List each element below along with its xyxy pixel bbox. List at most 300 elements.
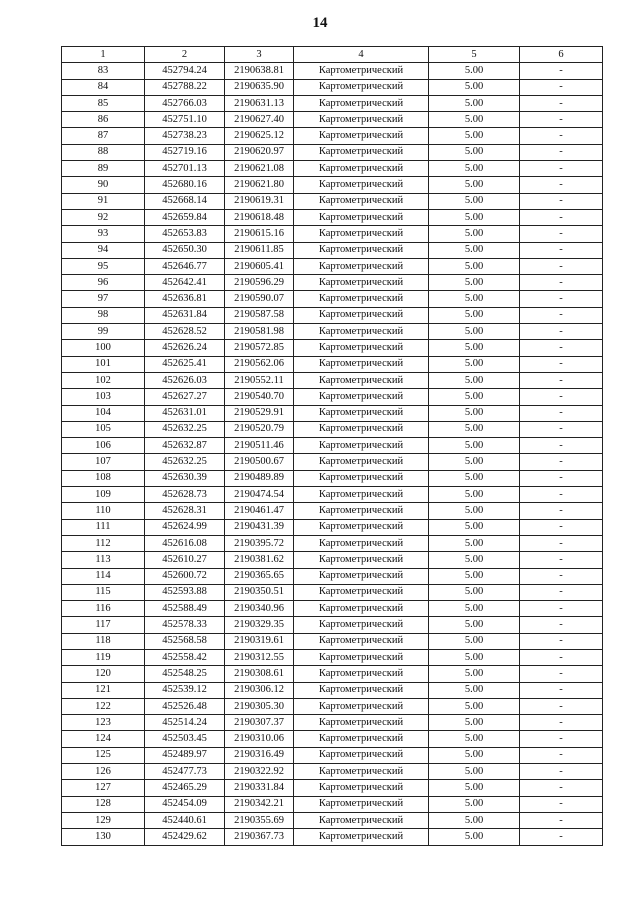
point-number-cell: 85 [62, 95, 145, 111]
accuracy-cell: 5.00 [429, 63, 520, 79]
accuracy-cell: 5.00 [429, 454, 520, 470]
note-cell: - [520, 63, 603, 79]
point-number-cell: 93 [62, 226, 145, 242]
y-coordinate-cell: 2190355.69 [225, 812, 294, 828]
table-row [62, 649, 603, 665]
note-cell: - [520, 747, 603, 763]
table-row [62, 552, 603, 568]
method-cell: Картометрический [294, 552, 429, 568]
point-number-cell: 129 [62, 812, 145, 828]
note-cell: - [520, 568, 603, 584]
y-coordinate-cell: 2190587.58 [225, 307, 294, 323]
method-cell: Картометрический [294, 112, 429, 128]
y-coordinate-cell: 2190631.13 [225, 95, 294, 111]
accuracy-cell: 5.00 [429, 340, 520, 356]
point-number-cell: 90 [62, 177, 145, 193]
table-row [62, 829, 603, 845]
point-number-cell: 98 [62, 307, 145, 323]
x-coordinate-cell: 452627.27 [145, 389, 225, 405]
table-row [62, 731, 603, 747]
accuracy-cell: 5.00 [429, 812, 520, 828]
x-coordinate-cell: 452626.03 [145, 372, 225, 388]
method-cell: Картометрический [294, 275, 429, 291]
method-cell: Картометрический [294, 796, 429, 812]
x-coordinate-cell: 452659.84 [145, 209, 225, 225]
page-number: 14 [312, 15, 328, 31]
x-coordinate-cell: 452630.39 [145, 470, 225, 486]
accuracy-cell: 5.00 [429, 617, 520, 633]
table-row [62, 372, 603, 388]
note-cell: - [520, 112, 603, 128]
point-number-cell: 119 [62, 649, 145, 665]
y-coordinate-cell: 2190621.80 [225, 177, 294, 193]
x-coordinate-cell: 452600.72 [145, 568, 225, 584]
accuracy-cell: 5.00 [429, 535, 520, 551]
accuracy-cell: 5.00 [429, 731, 520, 747]
table-row [62, 63, 603, 79]
accuracy-cell: 5.00 [429, 291, 520, 307]
note-cell: - [520, 470, 603, 486]
column-header-6: 6 [520, 47, 603, 63]
accuracy-cell: 5.00 [429, 161, 520, 177]
note-cell: - [520, 258, 603, 274]
point-number-cell: 118 [62, 633, 145, 649]
table-row [62, 258, 603, 274]
accuracy-cell: 5.00 [429, 682, 520, 698]
method-cell: Картометрический [294, 503, 429, 519]
note-cell: - [520, 95, 603, 111]
method-cell: Картометрический [294, 340, 429, 356]
point-number-cell: 112 [62, 535, 145, 551]
method-cell: Картометрический [294, 568, 429, 584]
point-number-cell: 114 [62, 568, 145, 584]
table-row [62, 780, 603, 796]
note-cell: - [520, 812, 603, 828]
point-number-cell: 116 [62, 601, 145, 617]
y-coordinate-cell: 2190611.85 [225, 242, 294, 258]
accuracy-cell: 5.00 [429, 601, 520, 617]
method-cell: Картометрический [294, 63, 429, 79]
table-row [62, 633, 603, 649]
y-coordinate-cell: 2190562.06 [225, 356, 294, 372]
accuracy-cell: 5.00 [429, 503, 520, 519]
column-header-5: 5 [429, 47, 520, 63]
accuracy-cell: 5.00 [429, 552, 520, 568]
note-cell: - [520, 307, 603, 323]
point-number-cell: 113 [62, 552, 145, 568]
table-row [62, 242, 603, 258]
point-number-cell: 126 [62, 764, 145, 780]
point-number-cell: 104 [62, 405, 145, 421]
table-row [62, 307, 603, 323]
note-cell: - [520, 421, 603, 437]
table-row [62, 666, 603, 682]
note-cell: - [520, 731, 603, 747]
method-cell: Картометрический [294, 389, 429, 405]
y-coordinate-cell: 2190500.67 [225, 454, 294, 470]
note-cell: - [520, 666, 603, 682]
x-coordinate-cell: 452788.22 [145, 79, 225, 95]
note-cell: - [520, 764, 603, 780]
table-row [62, 715, 603, 731]
method-cell: Картометрический [294, 291, 429, 307]
table-row [62, 389, 603, 405]
accuracy-cell: 5.00 [429, 128, 520, 144]
method-cell: Картометрический [294, 535, 429, 551]
accuracy-cell: 5.00 [429, 356, 520, 372]
x-coordinate-cell: 452628.52 [145, 324, 225, 340]
x-coordinate-cell: 452628.73 [145, 487, 225, 503]
y-coordinate-cell: 2190618.48 [225, 209, 294, 225]
note-cell: - [520, 617, 603, 633]
note-cell: - [520, 503, 603, 519]
table-row [62, 128, 603, 144]
method-cell: Картометрический [294, 633, 429, 649]
x-coordinate-cell: 452477.73 [145, 764, 225, 780]
point-number-cell: 109 [62, 487, 145, 503]
accuracy-cell: 5.00 [429, 666, 520, 682]
method-cell: Картометрический [294, 307, 429, 323]
accuracy-cell: 5.00 [429, 715, 520, 731]
point-number-cell: 127 [62, 780, 145, 796]
accuracy-cell: 5.00 [429, 389, 520, 405]
note-cell: - [520, 698, 603, 714]
note-cell: - [520, 715, 603, 731]
note-cell: - [520, 128, 603, 144]
method-cell: Картометрический [294, 780, 429, 796]
accuracy-cell: 5.00 [429, 698, 520, 714]
method-cell: Картометрический [294, 421, 429, 437]
y-coordinate-cell: 2190305.30 [225, 698, 294, 714]
method-cell: Картометрический [294, 193, 429, 209]
point-number-cell: 122 [62, 698, 145, 714]
x-coordinate-cell: 452751.10 [145, 112, 225, 128]
method-cell: Картометрический [294, 128, 429, 144]
x-coordinate-cell: 452440.61 [145, 812, 225, 828]
method-cell: Картометрический [294, 601, 429, 617]
x-coordinate-cell: 452588.49 [145, 601, 225, 617]
note-cell: - [520, 79, 603, 95]
table-row [62, 209, 603, 225]
point-number-cell: 120 [62, 666, 145, 682]
x-coordinate-cell: 452616.08 [145, 535, 225, 551]
table-row [62, 144, 603, 160]
table-row [62, 405, 603, 421]
method-cell: Картометрический [294, 242, 429, 258]
y-coordinate-cell: 2190312.55 [225, 649, 294, 665]
method-cell: Картометрический [294, 666, 429, 682]
method-cell: Картометрический [294, 356, 429, 372]
note-cell: - [520, 519, 603, 535]
x-coordinate-cell: 452650.30 [145, 242, 225, 258]
accuracy-cell: 5.00 [429, 79, 520, 95]
x-coordinate-cell: 452593.88 [145, 584, 225, 600]
x-coordinate-cell: 452794.24 [145, 63, 225, 79]
accuracy-cell: 5.00 [429, 796, 520, 812]
method-cell: Картометрический [294, 584, 429, 600]
x-coordinate-cell: 452766.03 [145, 95, 225, 111]
note-cell: - [520, 601, 603, 617]
accuracy-cell: 5.00 [429, 209, 520, 225]
x-coordinate-cell: 452503.45 [145, 731, 225, 747]
x-coordinate-cell: 452631.84 [145, 307, 225, 323]
y-coordinate-cell: 2190319.61 [225, 633, 294, 649]
point-number-cell: 105 [62, 421, 145, 437]
point-number-cell: 101 [62, 356, 145, 372]
note-cell: - [520, 324, 603, 340]
accuracy-cell: 5.00 [429, 568, 520, 584]
method-cell: Картометрический [294, 438, 429, 454]
column-header-2: 2 [145, 47, 225, 63]
table-row [62, 421, 603, 437]
x-coordinate-cell: 452558.42 [145, 649, 225, 665]
method-cell: Картометрический [294, 519, 429, 535]
method-cell: Картометрический [294, 209, 429, 225]
y-coordinate-cell: 2190621.08 [225, 161, 294, 177]
method-cell: Картометрический [294, 715, 429, 731]
table-row [62, 356, 603, 372]
x-coordinate-cell: 452632.87 [145, 438, 225, 454]
y-coordinate-cell: 2190381.62 [225, 552, 294, 568]
point-number-cell: 110 [62, 503, 145, 519]
column-header-3: 3 [225, 47, 294, 63]
table-row [62, 340, 603, 356]
method-cell: Картометрический [294, 747, 429, 763]
y-coordinate-cell: 2190590.07 [225, 291, 294, 307]
note-cell: - [520, 682, 603, 698]
table-row [62, 812, 603, 828]
note-cell: - [520, 649, 603, 665]
point-number-cell: 128 [62, 796, 145, 812]
table-row [62, 503, 603, 519]
note-cell: - [520, 177, 603, 193]
accuracy-cell: 5.00 [429, 405, 520, 421]
y-coordinate-cell: 2190308.61 [225, 666, 294, 682]
accuracy-cell: 5.00 [429, 780, 520, 796]
point-number-cell: 83 [62, 63, 145, 79]
point-number-cell: 102 [62, 372, 145, 388]
table-row [62, 698, 603, 714]
y-coordinate-cell: 2190350.51 [225, 584, 294, 600]
table-row [62, 747, 603, 763]
x-coordinate-cell: 452578.33 [145, 617, 225, 633]
table-row [62, 682, 603, 698]
method-cell: Картометрический [294, 649, 429, 665]
header-row [62, 47, 603, 63]
method-cell: Картометрический [294, 812, 429, 828]
point-number-cell: 117 [62, 617, 145, 633]
table-row [62, 95, 603, 111]
method-cell: Картометрический [294, 95, 429, 111]
note-cell: - [520, 356, 603, 372]
point-number-cell: 115 [62, 584, 145, 600]
column-header-1: 1 [62, 47, 145, 63]
method-cell: Картометрический [294, 372, 429, 388]
table-row [62, 601, 603, 617]
accuracy-cell: 5.00 [429, 421, 520, 437]
method-cell: Картометрический [294, 487, 429, 503]
point-number-cell: 106 [62, 438, 145, 454]
point-number-cell: 99 [62, 324, 145, 340]
table-row [62, 796, 603, 812]
point-number-cell: 97 [62, 291, 145, 307]
point-number-cell: 123 [62, 715, 145, 731]
table-row [62, 454, 603, 470]
note-cell: - [520, 340, 603, 356]
table-row [62, 764, 603, 780]
point-number-cell: 108 [62, 470, 145, 486]
accuracy-cell: 5.00 [429, 747, 520, 763]
point-number-cell: 84 [62, 79, 145, 95]
method-cell: Картометрический [294, 226, 429, 242]
x-coordinate-cell: 452489.97 [145, 747, 225, 763]
y-coordinate-cell: 2190365.65 [225, 568, 294, 584]
accuracy-cell: 5.00 [429, 242, 520, 258]
point-number-cell: 89 [62, 161, 145, 177]
y-coordinate-cell: 2190596.29 [225, 275, 294, 291]
accuracy-cell: 5.00 [429, 193, 520, 209]
note-cell: - [520, 796, 603, 812]
method-cell: Картометрический [294, 764, 429, 780]
note-cell: - [520, 291, 603, 307]
y-coordinate-cell: 2190307.37 [225, 715, 294, 731]
method-cell: Картометрический [294, 470, 429, 486]
accuracy-cell: 5.00 [429, 226, 520, 242]
y-coordinate-cell: 2190627.40 [225, 112, 294, 128]
accuracy-cell: 5.00 [429, 307, 520, 323]
note-cell: - [520, 552, 603, 568]
y-coordinate-cell: 2190581.98 [225, 324, 294, 340]
accuracy-cell: 5.00 [429, 258, 520, 274]
y-coordinate-cell: 2190322.92 [225, 764, 294, 780]
accuracy-cell: 5.00 [429, 519, 520, 535]
x-coordinate-cell: 452454.09 [145, 796, 225, 812]
x-coordinate-cell: 452701.13 [145, 161, 225, 177]
x-coordinate-cell: 452631.01 [145, 405, 225, 421]
method-cell: Картометрический [294, 177, 429, 193]
x-coordinate-cell: 452526.48 [145, 698, 225, 714]
point-number-cell: 100 [62, 340, 145, 356]
x-coordinate-cell: 452738.23 [145, 128, 225, 144]
x-coordinate-cell: 452680.16 [145, 177, 225, 193]
point-number-cell: 92 [62, 209, 145, 225]
point-number-cell: 95 [62, 258, 145, 274]
accuracy-cell: 5.00 [429, 633, 520, 649]
x-coordinate-cell: 452626.24 [145, 340, 225, 356]
x-coordinate-cell: 452628.31 [145, 503, 225, 519]
table-row [62, 161, 603, 177]
method-cell: Картометрический [294, 698, 429, 714]
note-cell: - [520, 780, 603, 796]
y-coordinate-cell: 2190489.89 [225, 470, 294, 486]
table-row [62, 291, 603, 307]
y-coordinate-cell: 2190572.85 [225, 340, 294, 356]
table-row [62, 193, 603, 209]
method-cell: Картометрический [294, 454, 429, 470]
method-cell: Картометрический [294, 161, 429, 177]
y-coordinate-cell: 2190552.11 [225, 372, 294, 388]
point-number-cell: 107 [62, 454, 145, 470]
y-coordinate-cell: 2190329.35 [225, 617, 294, 633]
note-cell: - [520, 535, 603, 551]
y-coordinate-cell: 2190474.54 [225, 487, 294, 503]
x-coordinate-cell: 452429.62 [145, 829, 225, 845]
note-cell: - [520, 487, 603, 503]
x-coordinate-cell: 452642.41 [145, 275, 225, 291]
table-row [62, 112, 603, 128]
y-coordinate-cell: 2190367.73 [225, 829, 294, 845]
y-coordinate-cell: 2190310.06 [225, 731, 294, 747]
accuracy-cell: 5.00 [429, 95, 520, 111]
method-cell: Картометрический [294, 324, 429, 340]
note-cell: - [520, 389, 603, 405]
x-coordinate-cell: 452625.41 [145, 356, 225, 372]
accuracy-cell: 5.00 [429, 112, 520, 128]
method-cell: Картометрический [294, 617, 429, 633]
point-number-cell: 94 [62, 242, 145, 258]
method-cell: Картометрический [294, 144, 429, 160]
note-cell: - [520, 372, 603, 388]
accuracy-cell: 5.00 [429, 764, 520, 780]
accuracy-cell: 5.00 [429, 438, 520, 454]
table-row [62, 487, 603, 503]
table-row [62, 584, 603, 600]
note-cell: - [520, 633, 603, 649]
y-coordinate-cell: 2190605.41 [225, 258, 294, 274]
x-coordinate-cell: 452465.29 [145, 780, 225, 796]
note-cell: - [520, 275, 603, 291]
accuracy-cell: 5.00 [429, 487, 520, 503]
x-coordinate-cell: 452719.16 [145, 144, 225, 160]
table-row [62, 275, 603, 291]
accuracy-cell: 5.00 [429, 324, 520, 340]
y-coordinate-cell: 2190342.21 [225, 796, 294, 812]
coordinates-table [61, 46, 603, 846]
y-coordinate-cell: 2190306.12 [225, 682, 294, 698]
y-coordinate-cell: 2190635.90 [225, 79, 294, 95]
accuracy-cell: 5.00 [429, 584, 520, 600]
column-header-4: 4 [294, 47, 429, 63]
x-coordinate-cell: 452668.14 [145, 193, 225, 209]
point-number-cell: 86 [62, 112, 145, 128]
y-coordinate-cell: 2190461.47 [225, 503, 294, 519]
table-row [62, 324, 603, 340]
x-coordinate-cell: 452646.77 [145, 258, 225, 274]
table-row [62, 470, 603, 486]
accuracy-cell: 5.00 [429, 829, 520, 845]
x-coordinate-cell: 452624.99 [145, 519, 225, 535]
y-coordinate-cell: 2190619.31 [225, 193, 294, 209]
note-cell: - [520, 193, 603, 209]
method-cell: Картометрический [294, 731, 429, 747]
x-coordinate-cell: 452568.58 [145, 633, 225, 649]
point-number-cell: 87 [62, 128, 145, 144]
x-coordinate-cell: 452632.25 [145, 421, 225, 437]
method-cell: Картометрический [294, 258, 429, 274]
x-coordinate-cell: 452632.25 [145, 454, 225, 470]
y-coordinate-cell: 2190638.81 [225, 63, 294, 79]
x-coordinate-cell: 452539.12 [145, 682, 225, 698]
x-coordinate-cell: 452548.25 [145, 666, 225, 682]
table-header [62, 47, 603, 63]
table-row [62, 438, 603, 454]
table-row [62, 177, 603, 193]
table-row [62, 226, 603, 242]
y-coordinate-cell: 2190620.97 [225, 144, 294, 160]
method-cell: Картометрический [294, 405, 429, 421]
point-number-cell: 121 [62, 682, 145, 698]
table-body [62, 63, 603, 845]
